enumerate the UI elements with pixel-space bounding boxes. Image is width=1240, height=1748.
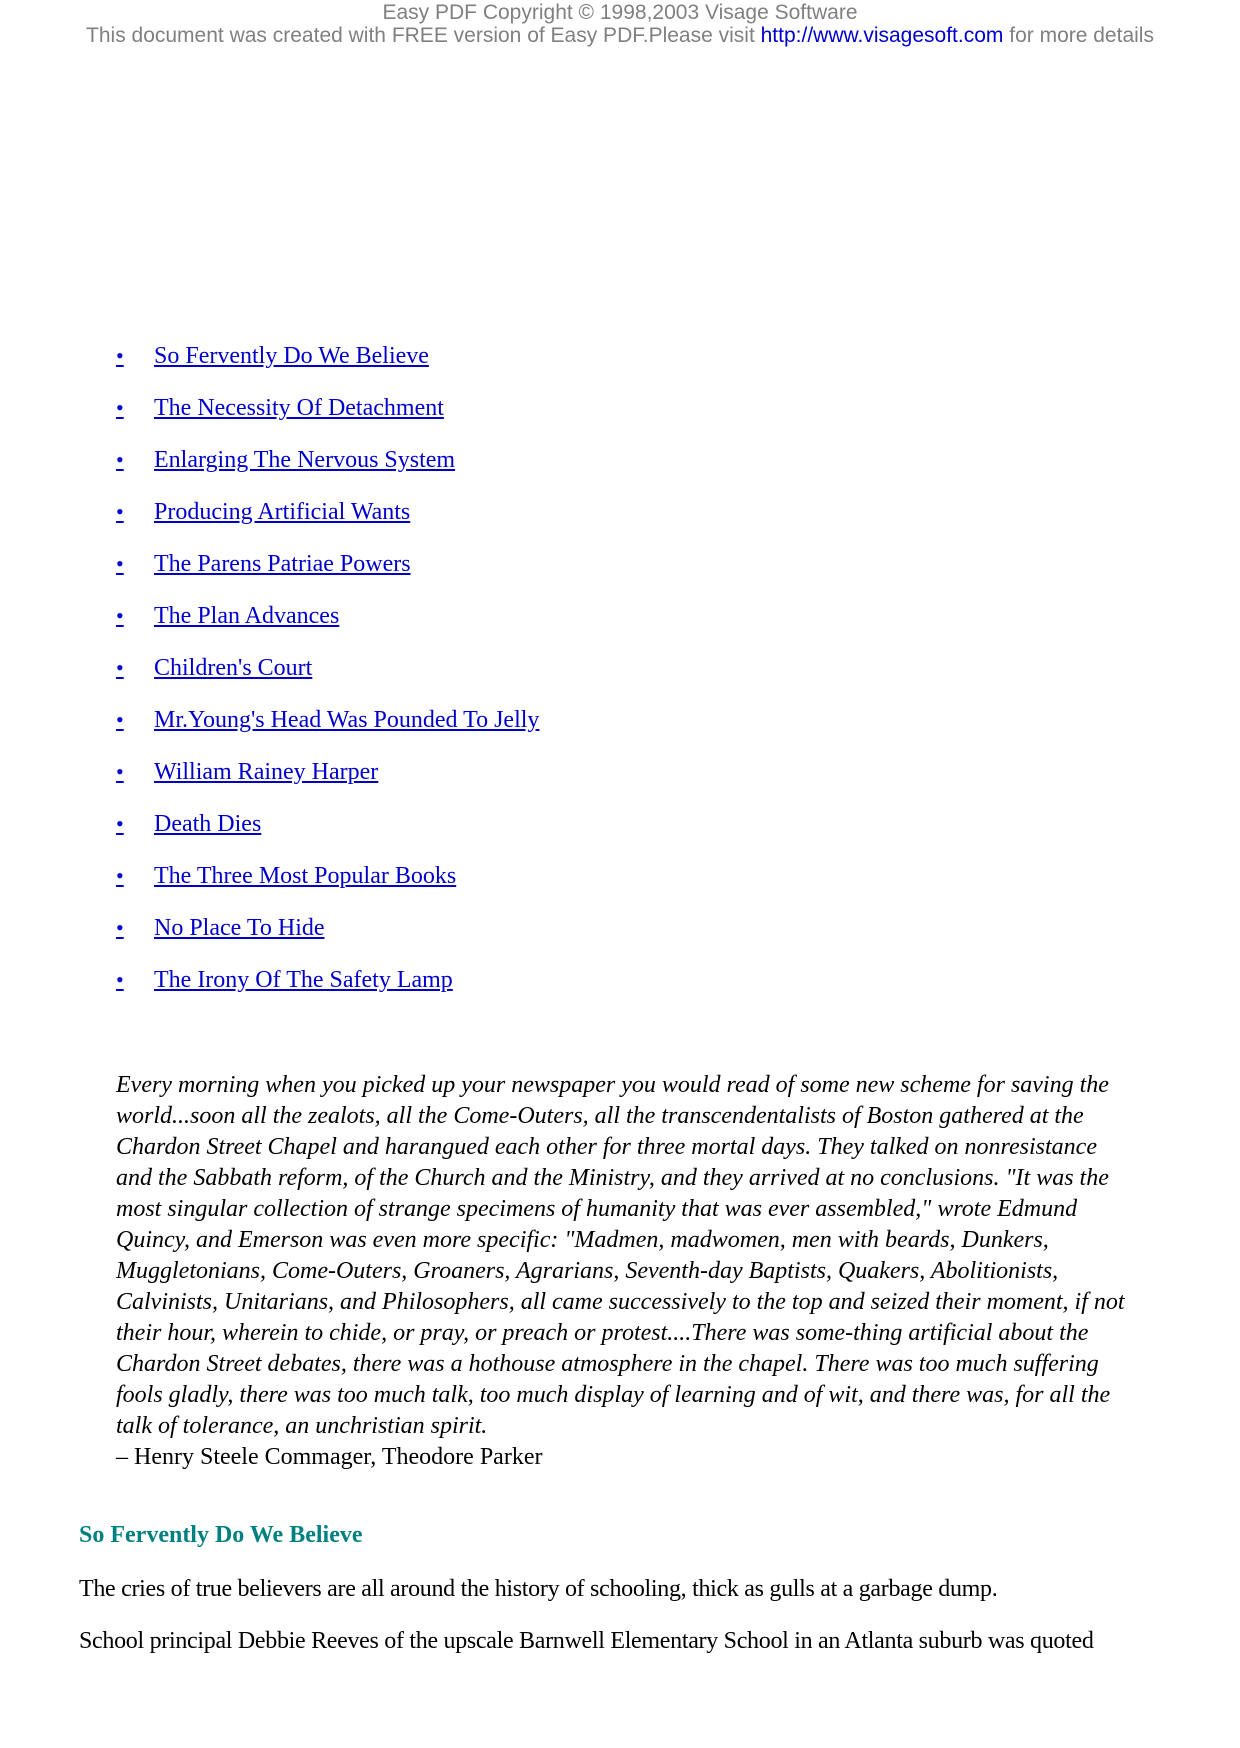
toc-link-necessity-of-detachment[interactable]: The Necessity Of Detachment: [154, 395, 444, 421]
bullet-icon: •: [116, 551, 124, 576]
bullet-icon: •: [116, 811, 124, 836]
body-paragraph: The cries of true believers are all around the history of schooling, thick as gulls at a garbage dump.: [79, 1576, 998, 1602]
section-heading: So Fervently Do We Believe: [79, 1522, 363, 1548]
bullet-icon: •: [116, 447, 124, 472]
toc-link-plan-advances[interactable]: The Plan Advances: [154, 603, 340, 629]
toc-link-three-popular-books[interactable]: The Three Most Popular Books: [154, 863, 457, 889]
bullet-icon: •: [116, 499, 124, 524]
quote-attribution: – Henry Steele Commager, Theodore Parker: [116, 1444, 543, 1470]
bullet-icon: •: [116, 967, 124, 992]
toc-link-no-place-to-hide[interactable]: No Place To Hide: [154, 915, 325, 941]
visagesoft-link[interactable]: http://www.visagesoft.com: [760, 24, 1004, 47]
bullet-icon: •: [116, 343, 124, 368]
bullet-icon: •: [116, 655, 124, 680]
toc-link-william-rainey-harper[interactable]: William Rainey Harper: [154, 759, 379, 785]
body-paragraph: School principal Debbie Reeves of the upscale Barnwell Elementary School in an Atlanta suburb was quoted: [79, 1628, 1094, 1654]
bullet-icon: •: [116, 863, 124, 888]
toc-link-producing-artificial-wants[interactable]: Producing Artificial Wants: [154, 499, 411, 525]
quote-text: Every morning when you picked up your newspaper you would read of some new scheme for saving the world...soon all the zealots, all the Come-Outers, all the transcendentalists of Boston gathered at the Chardon Street Chapel and harangued each other for three mortal days. They talked on nonresistance and the Sabbath reform, of the Church and the Ministry, and they arrived at no conclusions. "It was the most singular collection of strange specimens of humanity that was ever assembled," wrote Edmund Quincy, and Emerson was even more specific: "Madmen, madwomen, men with beards, Dunkers, Muggletonians, Come-Outers, Groaners, Agrarians, Seventh-day Baptists, Quakers, Abolitionists, Calvinists, Unitarians, and Philosophers, all came successively to the top and seized their moment, if not their hour, wherein to chide, or pray, or preach or protest....There was some-thing artificial about the Chardon Street debates, there was a hothouse atmosphere in the chapel. There was too much suffering fools gladly, there was too much talk, too much display of learning and of wit, and there was, for all the talk of tolerance, an unchristian spirit.: [116, 1072, 1125, 1439]
banner-notice-suffix: for more details: [1009, 24, 1154, 47]
bullet-icon: •: [116, 603, 124, 628]
epigraph-quote: [116, 1070, 1136, 1473]
bullet-icon: •: [116, 759, 124, 784]
toc-link-childrens-court[interactable]: Children's Court: [154, 655, 313, 681]
easy-pdf-banner: [0, 0, 1240, 47]
toc-link-irony-safety-lamp[interactable]: The Irony Of The Safety Lamp: [154, 967, 453, 993]
banner-notice: [0, 24, 1240, 47]
toc-link-enlarging-nervous-system[interactable]: Enlarging The Nervous System: [154, 447, 456, 473]
toc-link-mr-young[interactable]: Mr.Young's Head Was Pounded To Jelly: [154, 707, 540, 733]
toc-link-so-fervently[interactable]: So Fervently Do We Believe: [154, 343, 429, 369]
bullet-icon: •: [116, 915, 124, 940]
banner-copyright: Easy PDF Copyright © 1998,2003 Visage Software: [382, 1, 858, 24]
toc-link-death-dies[interactable]: Death Dies: [154, 811, 262, 837]
toc-link-parens-patriae[interactable]: The Parens Patriae Powers: [154, 551, 411, 577]
banner-notice-text: This document was created with FREE version of Easy PDF.Please visit: [86, 24, 755, 47]
bullet-icon: •: [116, 395, 124, 420]
bullet-icon: •: [116, 707, 124, 732]
